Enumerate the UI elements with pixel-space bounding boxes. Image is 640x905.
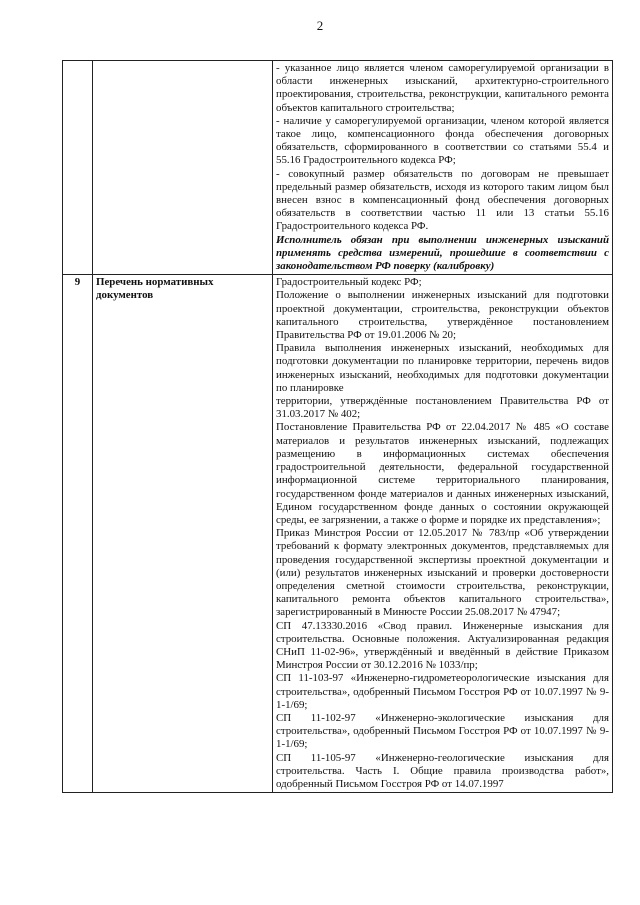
table-row <box>63 61 613 275</box>
table-row <box>63 275 613 793</box>
row-number: 9 <box>63 275 93 793</box>
paragraph: Положение о выполнении инженерных изысканий для подготовки проектной документации, строительства, реконструкции объектов капитального строительства, утверждённое постановлением Правительства РФ от 19.01.2006 № 20; <box>276 289 609 342</box>
paragraph: - совокупный размер обязательств по договорам не превышает предельный размер обязательств, исходя из которого таким лицом был внесен взнос в компенсационный фонд обеспечения договорных обязательств в соответствии частью 11 или 13 статьи 55.16 Градостроительного кодекса РФ. <box>276 167 609 233</box>
paragraph: территории, утверждённые постановлением Правительства РФ от 31.03.2017 № 402; <box>276 395 609 421</box>
paragraph: - указанное лицо является членом саморегулируемой организации в области инженерных изысканий, архитектурно-строительного проектирования, строительства, реконструкции, капитального ремонта объектов капитального строительства; <box>276 62 609 114</box>
paragraph: Правила выполнения инженерных изысканий, необходимых для подготовки документации по планировке территории, перечень видов инженерных изысканий, необходимых для подготовки документации по планировке <box>276 342 609 394</box>
emphasis-paragraph: Исполнитель обязан при выполнении инженерных изысканий применять средства измерений, прошедшие в соответствии с законодательством РФ поверку (калибровку) <box>276 233 609 273</box>
paragraph: Приказ Минстроя России от 12.05.2017 № 783/пр «Об утверждении требований к формату электронных документов, представляемых для проведения государственной экспертизы проектной документации и (или) результатов инженерных изысканий и проверки достоверности определения сметной стоимости строительства, реконструкции, капитального ремонта объектов капитального строительства», зарегистрированный в Минюсте России 25.08.2017 № 47947; <box>276 527 609 619</box>
paragraph: Градостроительный кодекс РФ; <box>276 276 422 289</box>
paragraph: СП 11-103-97 «Инженерно-гидрометеорологические изыскания для строительства», одобренный Письмом Госстроя РФ от 10.07.1997 № 9-1-1/69; <box>276 672 609 711</box>
content-cell <box>273 275 613 793</box>
number-cell <box>63 61 93 275</box>
content-cell <box>273 61 613 275</box>
paragraph: СП 47.13330.2016 «Свод правил. Инженерные изыскания для строительства. Основные положения. Актуализированная редакция СНиП 11-02-96», утверждённый и введённый в действие Приказом Минстроя России от 30.12.2016 № 1033/пр; <box>276 619 609 672</box>
paragraph: - наличие у саморегулируемой организации, членом которой является такое лицо, компенсационного фонда обеспечения договорных обязательств, сформированного в соответствии со статьями 55.4 и 55.16 Градостроительного кодекса РФ; <box>276 114 609 167</box>
row-label: Перечень нормативных документов <box>93 275 273 793</box>
paragraph: СП 11-102-97 «Инженерно-экологические изыскания для строительства», одобренный Письмом Госстроя РФ от 10.07.1997 № 9-1-1/69; <box>276 711 609 751</box>
label-cell <box>93 61 273 275</box>
page-number: 2 <box>316 18 324 33</box>
paragraph: СП 11-105-97 «Инженерно-геологические изыскания для строительства. Часть I. Общие правила производства работ», одобренный Письмом Госстроя РФ от 14.07.1997 <box>276 751 609 790</box>
requirements-table <box>62 60 613 793</box>
paragraph: Постановление Правительства РФ от 22.04.2017 № 485 «О составе материалов и результатов инженерных изысканий, подлежащих размещению в информационных системах обеспечения градостроительной деятельности, федеральной государственной информационной системе территориального планирования, государственном фонде материалов и данных инженерных изысканий, Едином государственном фонде данных о состоянии окружающей среды, ее загрязнении, а также о форме и порядке их представления»; <box>276 421 609 526</box>
